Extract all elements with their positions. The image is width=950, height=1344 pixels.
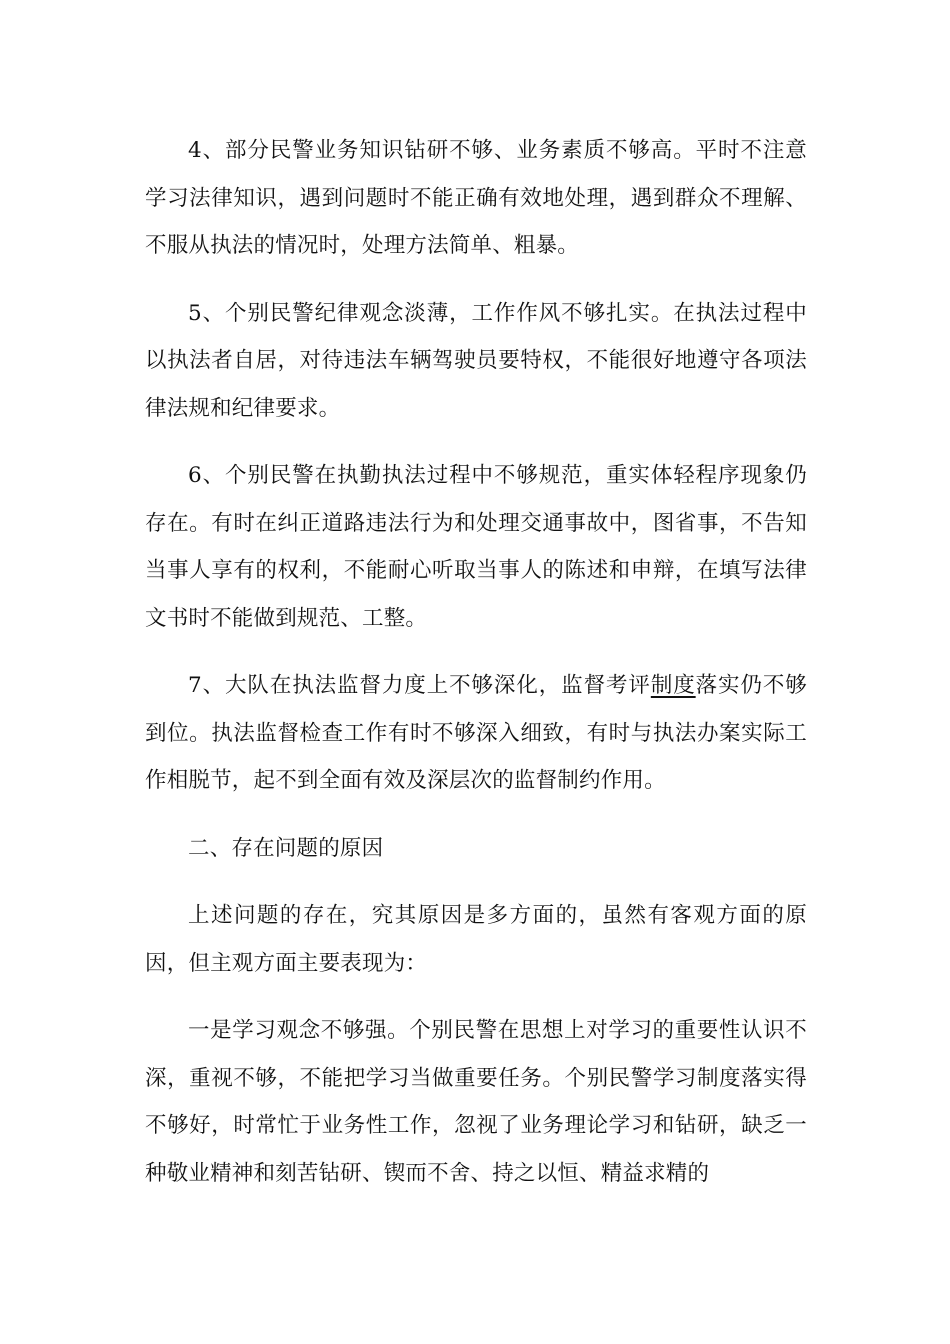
paragraph-item-7-lead: 7、大队在执法监督力度上不够深化，监督考评 (188, 673, 651, 698)
section-heading: 二、存在问题的原因 (188, 835, 384, 861)
paragraph-item-7-rest: 落实仍不够到位。执法监督检查工作有时不够深入细致，有时与执法办案实际工作相脱节，起不到全面有效及深层次的监督制约作用。 (145, 673, 807, 793)
underlined-term: 制度 (650, 673, 696, 698)
paragraph-causes-intro: 上述问题的存在，究其原因是多方面的，虽然有客观方面的原因，但主观方面主要表现为： (145, 903, 807, 976)
document-body (145, 127, 807, 1217)
paragraph-item-4: 4、部分民警业务知识钻研不够、业务素质不够高。平时不注意学习法律知识，遇到问题时不能正确有效地处理，遇到群众不理解、不服从执法的情况时，处理方法简单、粗暴。 (145, 138, 807, 258)
paragraph-item-6: 6、个别民警在执勤执法过程中不够规范，重实体轻程序现象仍存在。有时在纠正道路违法行为和处理交通事故中，图省事，不告知当事人享有的权利，不能耐心听取当事人的陈述和申辩，在填写法律文书时不能做到规范、工整。 (145, 463, 807, 631)
paragraph-cause-1: 一是学习观念不够强。个别民警在思想上对学习的重要性认识不深，重视不够，不能把学习当做重要任务。个别民警学习制度落实得不够好，时常忙于业务性工作，忽视了业务理论学习和钻研，缺乏一种敬业精神和刻苦钻研、锲而不舍、持之以恒、精益求精的 (145, 1018, 807, 1186)
paragraph-item-5: 5、个别民警纪律观念淡薄，工作作风不够扎实。在执法过程中以执法者自居，对待违法车辆驾驶员要特权，不能很好地遵守各项法律法规和纪律要求。 (145, 300, 807, 421)
paragraph-item-7 (145, 662, 807, 805)
